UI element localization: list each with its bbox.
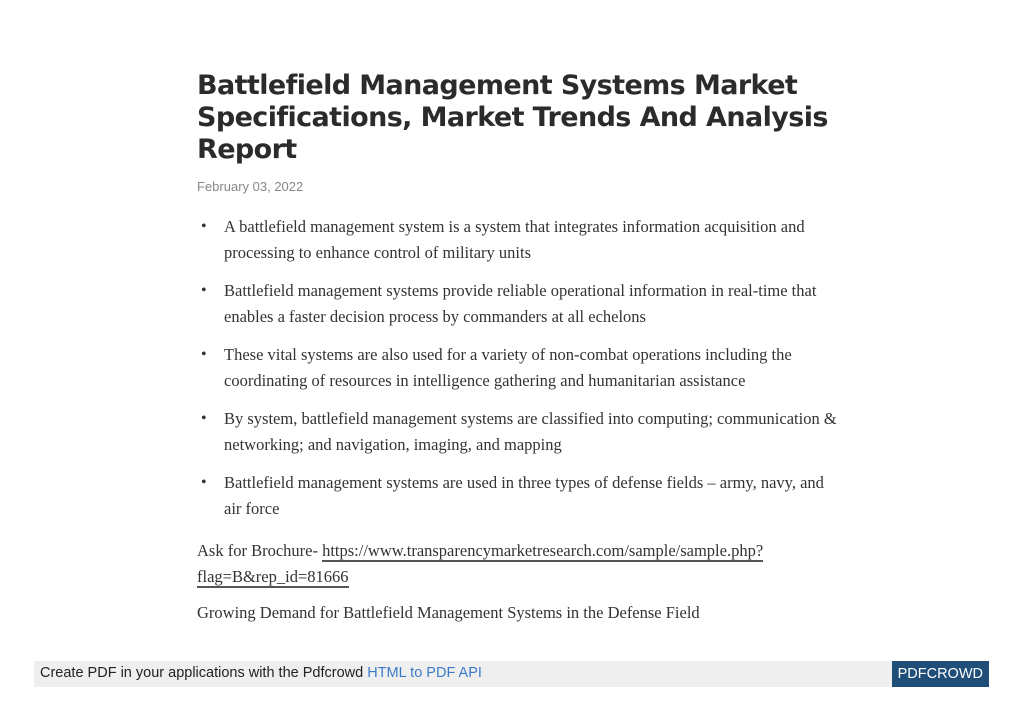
brochure-paragraph [197, 538, 837, 590]
bullet-icon: • [201, 410, 207, 427]
list-item [197, 342, 837, 394]
article-title: Battlefield Management Systems Market Specifications, Market Trends And Analysis Report [197, 70, 828, 165]
section-paragraph: Growing Demand for Battlefield Management Systems in the Defense Field [197, 603, 700, 622]
list-item-text: By system, battlefield management systems are classified into computing; communication & networking; and navigation, imaging, and mapping [224, 409, 837, 454]
brochure-label: Ask for Brochure- [197, 541, 318, 560]
footer-text [40, 665, 482, 681]
bullet-icon: • [201, 474, 207, 491]
bullet-icon: • [201, 346, 207, 363]
bullet-list [197, 214, 837, 522]
bullet-icon: • [201, 282, 207, 299]
list-item-text: Battlefield management systems are used in three types of defense fields – army, navy, and air force [224, 473, 824, 518]
pdf-footer-bar [34, 661, 989, 687]
list-item [197, 406, 837, 458]
brochure-link[interactable]: https://www.transparencymarketresearch.com/sample/sample.php?flag=B&rep_id=81666 [197, 541, 764, 586]
pdfcrowd-button[interactable]: PDFCROWD [892, 661, 989, 687]
list-item-text: A battlefield management system is a system that integrates information acquisition and processing to enhance control of military units [224, 217, 805, 262]
footer-message: Create PDF in your applications with the Pdfcrowd [40, 665, 364, 681]
article-date: February 03, 2022 [197, 179, 304, 194]
list-item-text: These vital systems are also used for a variety of non-combat operations including the coordinating of resources in intelligence gathering and humanitarian assistance [224, 345, 792, 390]
article [197, 70, 837, 626]
list-item [197, 278, 837, 330]
list-item-text: Battlefield management systems provide reliable operational information in real-time that enables a faster decision process by commanders at all echelons [224, 281, 817, 326]
html-to-pdf-link[interactable]: HTML to PDF API [367, 665, 482, 681]
bullet-icon: • [201, 218, 207, 235]
list-item [197, 470, 837, 522]
list-item [197, 214, 837, 266]
